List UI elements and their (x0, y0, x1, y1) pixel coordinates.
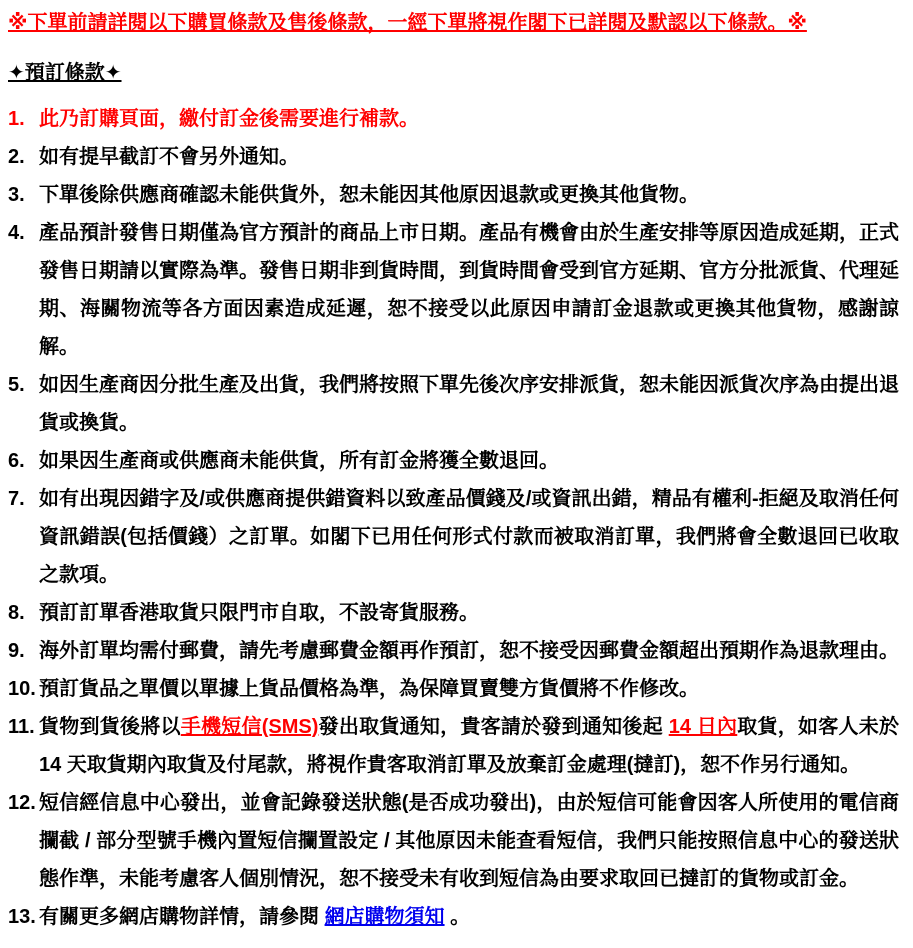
notice-title: ※下單前請詳閱以下購買條款及售後條款，一經下單將視作閣下已詳閱及默認以下條款。※ (8, 12, 807, 34)
term-text (39, 214, 899, 366)
term-segment: 有關更多網店購物詳情，請參閱 (39, 906, 325, 928)
term-item (8, 784, 899, 898)
term-segment: 14 日內 (668, 716, 738, 738)
term-text (39, 366, 899, 442)
term-item (8, 214, 899, 366)
preorder-terms-header: ✦預訂條款✦ (8, 62, 122, 84)
term-item (8, 632, 899, 670)
term-text (39, 594, 899, 632)
term-text (39, 442, 899, 480)
term-item (8, 670, 899, 708)
term-number: 7. (8, 488, 25, 510)
term-text (39, 784, 899, 898)
term-segment: 如果因生產商或供應商未能供貨，所有訂金將獲全數退回。 (39, 450, 559, 472)
term-text (39, 632, 899, 670)
term-segment: 產品預計發售日期僅為官方預計的商品上市日期。產品有機會由於生產安排等原因造成延期，正式發售日期請以實際為準。發售日期非到貨時間，到貨時間會受到官方延期、官方分批派貨、代理延期、海關物流等各方面因素造成延遲，恕不接受以此原因申請訂金退款或更換其他貨物，感謝諒解。 (39, 222, 899, 358)
term-text (39, 898, 899, 936)
term-number: 6. (8, 450, 25, 472)
term-item (8, 480, 899, 594)
term-text (39, 138, 899, 176)
term-segment: 如因生產商因分批生產及出貨，我們將按照下單先後次序安排派貨，恕未能因派貨次序為由提出退貨或換貨。 (39, 374, 899, 434)
term-number: 2. (8, 146, 25, 168)
term-segment: 。 (444, 906, 471, 928)
term-number: 9. (8, 640, 25, 662)
term-number: 1. (8, 108, 25, 130)
term-number: 13. (8, 906, 36, 928)
term-segment: 下單後除供應商確認未能供貨外，恕未能因其他原因退款或更換其他貨物。 (39, 184, 699, 206)
term-segment: 如有提早截訂不會另外通知。 (39, 146, 299, 168)
term-number: 8. (8, 602, 25, 624)
term-item (8, 138, 899, 176)
term-number: 12. (8, 792, 36, 814)
term-number: 10. (8, 678, 36, 700)
term-number: 3. (8, 184, 25, 206)
term-item (8, 366, 899, 442)
term-text (39, 480, 899, 594)
term-segment: 預訂訂單香港取貨只限門市自取，不設寄貨服務。 (39, 602, 479, 624)
term-text (39, 708, 899, 784)
term-segment: 取貨，如客人未於 14 天取貨期內取貨及付尾款，將視作貴客取消訂單及放棄訂金處理(撻訂)，恕不作另行通知。 (39, 716, 900, 776)
term-item (8, 708, 899, 784)
term-text (39, 176, 899, 214)
term-item (8, 594, 899, 632)
term-segment: 預訂貨品之單價以單據上貨品價格為準，為保障買賣雙方貨價將不作修改。 (39, 678, 699, 700)
term-segment: 此乃訂購頁面，繳付訂金後需要進行補款。 (39, 108, 419, 130)
term-item (8, 442, 899, 480)
term-text (39, 670, 899, 708)
term-text (39, 100, 899, 138)
term-segment: 發出取貨通知，貴客請於發到通知後起 (318, 716, 669, 738)
term-item (8, 176, 899, 214)
term-number: 5. (8, 374, 25, 396)
store-shopping-notice-link[interactable]: 網店購物須知 (324, 906, 445, 928)
term-item (8, 100, 899, 138)
term-segment: 貨物到貨後將以 (39, 716, 181, 738)
preorder-terms-document (8, 4, 899, 936)
terms-list (8, 100, 899, 936)
term-segment: 如有出現因錯字及/或供應商提供錯資料以致產品價錢及/或資訊出錯，精品有權利-拒絕及取消任何資訊錯誤(包括價錢）之訂單。如閣下已用任何形式付款而被取消訂單，我們將會全數退回已收取之款項。 (39, 488, 899, 586)
term-segment: 手機短信(SMS) (180, 716, 319, 738)
term-item (8, 898, 899, 936)
term-number: 4. (8, 222, 25, 244)
term-segment: 短信經信息中心發出，並會記錄發送狀態(是否成功發出)，由於短信可能會因客人所使用的電信商攔截 / 部分型號手機內置短信攔置設定 / 其他原因未能查看短信，我們只能按照信息中心的發送狀態作準，未能考慮客人個別情況，恕不接受未有收到短信為由要求取回已撻訂的貨物或訂金。 (39, 792, 899, 890)
term-number: 11. (8, 716, 35, 738)
term-segment: 海外訂單均需付郵費，請先考慮郵費金額再作預訂，恕不接受因郵費金額超出預期作為退款理由。 (39, 640, 899, 662)
